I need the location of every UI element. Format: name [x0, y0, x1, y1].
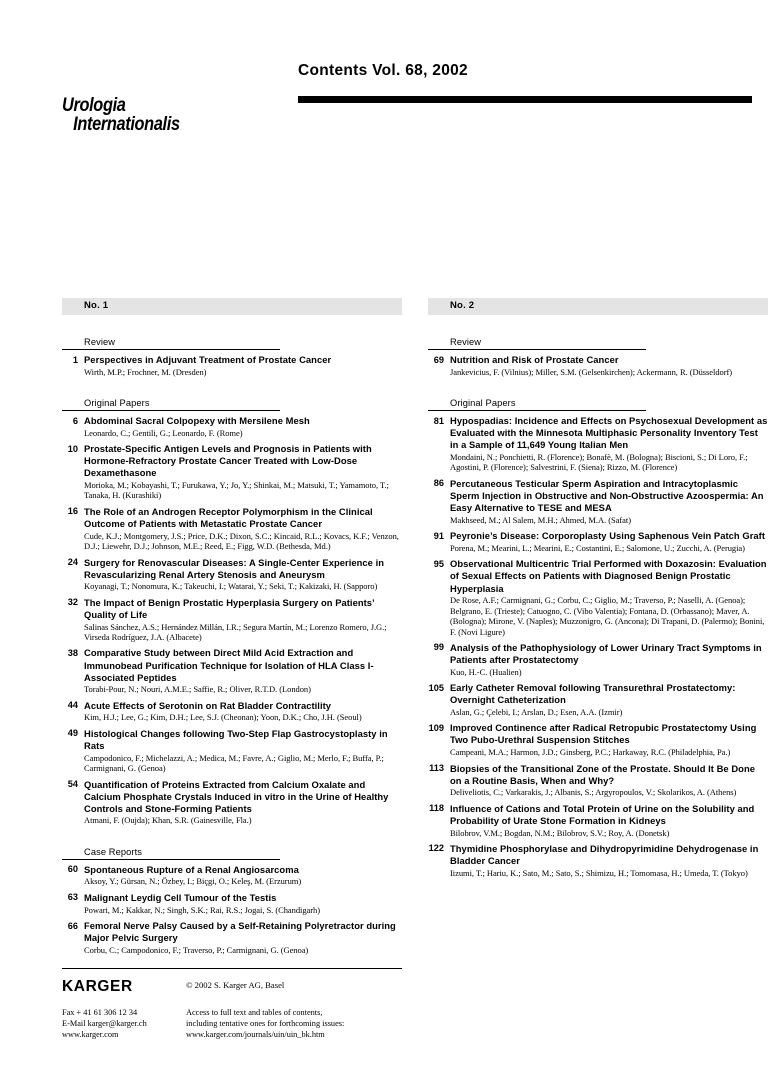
contents-entry[interactable] [62, 647, 402, 694]
online-access-line: Access to full text and tables of contents, [186, 1008, 323, 1018]
contents-entry[interactable] [428, 682, 768, 717]
entry-authors: Torabi-Pour, N.; Nouri, A.M.E.; Saffie, R.; Oliver, R.T.D. (London) [84, 684, 311, 695]
section-divider [428, 349, 646, 350]
entry-authors: Kuo, H.-C. (Hualien) [450, 666, 522, 677]
contents-entry[interactable] [62, 443, 402, 501]
contents-entry[interactable] [62, 864, 402, 887]
page-header [0, 0, 768, 150]
contents-entry[interactable] [62, 557, 402, 592]
contents-entry[interactable] [428, 530, 768, 553]
publisher-contact [62, 1007, 147, 1040]
entry-title[interactable]: Nutrition and Risk of Prostate Cancer [450, 354, 619, 365]
entry-body [450, 722, 768, 757]
entry-title[interactable]: Improved Continence after Radical Retropubic Prostatectomy Using Two Pubo-Urethral Suspension Stitches [450, 722, 757, 746]
entry-body [84, 354, 402, 377]
entry-title[interactable]: Biopsies of the Transitional Zone of the Prostate. Should It Be Done on a Routine Basis, When and Why? [450, 762, 755, 786]
issue-number-label: No. 1 [84, 300, 109, 311]
section-spacer [62, 382, 402, 398]
page-title: Contents Vol. 68, 2002 [298, 62, 468, 79]
entry-authors: Kim, H.J.; Lee, G.; Kim, D.H.; Lee, S.J. (Cheonan); Yoon, D.K.; Cho, J.H. (Seoul) [84, 712, 362, 723]
entry-title[interactable]: Early Catheter Removal following Transurethral Prostatectomy: Overnight Catheterization [450, 682, 736, 706]
entry-authors: Bilobrov, V.M.; Bogdan, N.M.; Bilobrov, S.V.; Roy, A. (Donetsk) [450, 827, 670, 838]
entry-authors: Corbu, C.; Campodonico, F.; Traverso, P.; Carmignani, G. (Genoa) [84, 944, 309, 955]
entry-title[interactable]: Histological Changes following Two-Step Flap Gastrocystoplasty in Rats [84, 727, 388, 751]
entry-page-number: 86 [433, 478, 444, 489]
entry-page-number: 118 [429, 803, 444, 814]
entry-authors: Aslan, G.; Çelebi, I.; Arslan, D.; Esen, A.A. (Izmir) [450, 706, 623, 717]
contents-entry[interactable] [62, 506, 402, 552]
entry-body [84, 892, 402, 915]
entry-body [450, 354, 768, 377]
entry-body [84, 415, 402, 438]
entry-page-number: 10 [67, 443, 78, 454]
entry-body [84, 728, 402, 774]
contents-entry[interactable] [62, 728, 402, 774]
contents-entry[interactable] [62, 597, 402, 643]
entry-authors: Koyanagi, T.; Nonomura, K.; Takeuchi, I.; Watarai, Y.; Seki, T.; Kakizaki, H. (Sapporo) [84, 581, 378, 592]
contents-entry[interactable] [428, 843, 768, 878]
publisher-contact-line: E-Mail karger@karger.ch [62, 1019, 147, 1029]
issue-column-1 [62, 298, 402, 960]
entry-title[interactable]: Peyronie’s Disease: Corporoplasty Using Saphenous Vein Patch Graft [450, 530, 766, 542]
contents-entry[interactable] [428, 763, 768, 798]
issue-number-bar [428, 298, 768, 315]
entry-title[interactable]: Abdominal Sacral Colpopexy with Mersilene Mesh [84, 415, 310, 427]
publisher-logo: KARGER [62, 978, 133, 996]
header-divider [298, 96, 752, 103]
entry-page-number: 105 [428, 682, 444, 693]
entry-title[interactable]: Hypospadias: Incidence and Effects on Psychosexual Development as Evaluated with the Minnesota Multiphasic Personality Inventory Test in a Sample of 11,649 Young Italian Men [450, 415, 768, 451]
entry-authors: Porena, M.; Mearini, L.; Mearini, E.; Costantini, E.; Salomone, U.; Zucchi, A. (Perugia) [450, 542, 745, 553]
entry-authors: Morioka, M.; Kobayashi, T.; Furukawa, Y.; Jo, Y.; Shinkai, M.; Matsuki, T.; Yamamoto, T.; Tanaka, H. (Kurashiki) [84, 480, 389, 501]
entry-page-number: 122 [428, 843, 444, 854]
entry-authors: Campodonico, F.; Michelazzi, A.; Medica, M.; Favre, A.; Giglio, M.; Merlo, F.; Buffa, P.; Carmignani, G. (Genoa) [84, 752, 384, 774]
entry-page-number: 49 [67, 728, 78, 739]
entry-title[interactable]: Quantification of Proteins Extracted from Calcium Oxalate and Calcium Phosphate Crystals Induced in vitro in the Urine of Healthy Controls and Stone-Forming Patients [84, 778, 389, 814]
entry-page-number: 1 [72, 354, 78, 365]
section-divider [62, 859, 280, 860]
journal-logo-line1: Urologia [62, 95, 126, 116]
contents-entry[interactable] [428, 642, 768, 677]
entry-authors: Jankevicius, F. (Vilnius); Miller, S.M. (Gelsenkirchen); Ackermann, R. (Düsseldorf) [450, 366, 733, 377]
section-spacer [62, 831, 402, 847]
entry-authors: Campeani, M.A.; Harmon, J.D.; Ginsberg, P.C.; Harkaway, R.C. (Philadelphia, Pa.) [450, 747, 731, 758]
contents-entry[interactable] [62, 920, 402, 955]
entry-page-number: 44 [67, 700, 78, 711]
copyright-notice: © 2002 S. Karger AG, Basel [186, 980, 285, 991]
contents-entry[interactable] [62, 892, 402, 915]
entry-title[interactable]: Thymidine Phosphorylase and Dihydropyrimidine Dehydrogenase in Bladder Cancer [450, 842, 759, 867]
entry-title[interactable]: Observational Multicentric Trial Performed with Doxazosin: Evaluation of Sexual Effects on Patients with Diagnosed Benign Prostatic Hyperplasia [450, 558, 767, 594]
entry-title[interactable]: The Impact of Benign Prostatic Hyperplasia Surgery on Patients’ Quality of Life [84, 596, 375, 620]
online-access-line: www.karger.com/journals/uin/uin_bk.htm [186, 1030, 325, 1040]
contents-section [62, 337, 402, 377]
entry-title[interactable]: Femoral Nerve Palsy Caused by a Self-Retaining Polyretractor during Major Pelvic Surgery [84, 920, 396, 944]
contents-entry[interactable] [428, 558, 768, 637]
section-divider [62, 410, 280, 411]
journal-logo-line2: Internationalis [73, 114, 180, 136]
entry-title[interactable]: Analysis of the Pathophysiology of Lower Urinary Tract Symptoms in Patients after Prostatectomy [450, 641, 762, 666]
entry-page-number: 109 [428, 722, 444, 733]
entry-authors: De Rose, A.F.; Carmignani, G.; Corbu, C.; Giglio, M.; Traverso, P.; Naselli, A. (Genoa); Belgrano, E. (Trieste); Catuogno, C. (Vibo Valentia); Fontana, D. (Orbassano); Maver, A. (Bologna); Mirone, V. (Naples); Muzzonigro, G. (Ancona); Di Trapani, D. (Palermo); Bonini, F. (Novi Ligure) [450, 595, 765, 637]
section-heading: Original Papers [84, 398, 150, 409]
entry-page-number: 38 [67, 647, 78, 658]
entry-title[interactable]: Acute Effects of Serotonin on Rat Bladder Contractility [84, 699, 332, 711]
entry-page-number: 66 [67, 920, 78, 931]
entry-authors: Makhseed, M.; Al Salem, M.H.; Ahmed, M.A. (Safat) [450, 514, 631, 525]
entry-page-number: 81 [433, 415, 444, 426]
entry-title[interactable]: The Role of an Androgen Receptor Polymorphism in the Clinical Outcome of Patients with Metastatic Prostate Cancer [84, 505, 373, 530]
entry-title[interactable]: Spontaneous Rupture of a Renal Angiosarcoma [84, 863, 299, 875]
entry-page-number: 60 [67, 864, 78, 875]
entry-body [84, 597, 402, 643]
contents-entry[interactable] [62, 779, 402, 826]
entry-title[interactable]: Perspectives in Adjuvant Treatment of Prostate Cancer [84, 354, 332, 365]
entry-authors: Wirth, M.P.; Frochner, M. (Dresden) [84, 366, 207, 377]
section-heading: Review [450, 337, 482, 347]
contents-entry[interactable] [62, 354, 402, 377]
entry-body [450, 843, 768, 878]
publisher-contact-line: www.karger.com [62, 1030, 119, 1040]
entry-title[interactable]: Comparative Study between Direct Mild Acid Extraction and Immunobead Purification Technique for Isolation of HLA Class I-Associated Peptides [84, 647, 374, 683]
entry-authors: Deliveliotis, C.; Varkarakis, J.; Albanis, S.; Argyropoulos, V.; Skolarikos, A. (Athens) [450, 787, 737, 798]
entry-authors: Aksoy, Y.; Gürsan, N.; Özbey, I.; Biçgi, O.; Keleş, M. (Erzurum) [84, 876, 302, 887]
publisher-contact-line: Fax + 41 61 306 12 34 [62, 1008, 138, 1018]
issue-column-2 [428, 298, 768, 883]
online-access-line: including tentative ones for forthcoming issues: [186, 1019, 345, 1029]
footer-divider [62, 968, 402, 969]
contents-entry[interactable] [428, 803, 768, 838]
journal-logo [62, 96, 200, 135]
contents-entry[interactable] [62, 700, 402, 723]
entry-page-number: 91 [433, 530, 444, 541]
contents-section [62, 847, 402, 955]
section-divider [428, 410, 646, 411]
online-access-info [186, 1007, 344, 1040]
section-heading: Case Reports [84, 846, 143, 857]
entry-page-number: 99 [433, 642, 444, 653]
entry-body [450, 530, 768, 553]
entry-authors: Mondaini, N.; Ponchietti, R. (Florence); Bonafè, M. (Bologna); Biscioni, S.; Di Loro, F.; Agostini, P. (Florence); Salvestrini, F. (Siena); Rizzo, M. (Florence) [450, 451, 748, 473]
contents-entry[interactable] [428, 354, 768, 377]
entry-body [84, 647, 402, 694]
contents-entry[interactable] [62, 415, 402, 438]
entry-body [450, 763, 768, 798]
section-heading: Original Papers [450, 398, 516, 409]
entry-body [84, 443, 402, 501]
issue-number-label: No. 2 [450, 300, 475, 311]
entry-body [84, 920, 402, 955]
entry-body [450, 803, 768, 838]
entry-authors: Salinas Sánchez, A.S.; Hernández Millán, I.R.; Segura Martín, M.; Lorenzo Romero, J.G.; Virseda Rodríguez, J.A. (Albacete) [84, 621, 387, 642]
entry-title[interactable]: Influence of Cations and Total Protein of Urine on the Solubility and Probability of Urate Stone Formation in Kidneys [450, 802, 755, 826]
section-heading: Review [84, 337, 116, 347]
section-spacer [428, 382, 768, 398]
entry-page-number: 54 [67, 779, 78, 790]
entry-page-number: 6 [72, 415, 78, 426]
entry-page-number: 24 [67, 557, 78, 568]
entry-authors: Leonardo, C.; Gentili, G.; Leonardo, F. (Rome) [84, 427, 243, 438]
entry-authors: Iizumi, T.; Hariu, K.; Sato, M.; Sato, S.; Shimizu, H.; Tomomasa, H.; Umeda, T. (Tokyo) [450, 867, 748, 878]
entry-body [84, 506, 402, 552]
entry-page-number: 69 [433, 354, 444, 365]
entry-authors: Powari, M.; Kakkar, N.; Singh, S.K.; Rai, R.S.; Jogai, S. (Chandigarh) [84, 904, 321, 915]
entry-body [450, 415, 768, 473]
entry-body [450, 558, 768, 637]
entry-body [84, 864, 402, 887]
contents-section [428, 398, 768, 878]
entry-body [450, 682, 768, 717]
entry-authors: Atmani, F. (Oujda); Khan, S.R. (Gainesville, Fla.) [84, 815, 252, 826]
issue-number-bar [62, 298, 402, 315]
contents-entry[interactable] [428, 722, 768, 757]
contents-entry[interactable] [428, 415, 768, 473]
entry-authors: Cude, K.J.; Montgomery, J.S.; Price, D.K.; Dixon, S.C.; Kincaid, R.L.; Kovacs, K.F.; Venzon, D.J.; Liewehr, D.J.; Johnson, M.E.; Reed, E.; Figg, W.D. (Bethesda, Md.) [84, 530, 399, 552]
entry-body [450, 478, 768, 525]
entry-page-number: 16 [67, 506, 78, 517]
page-footer [62, 968, 402, 1046]
entry-page-number: 32 [67, 597, 78, 608]
entry-title[interactable]: Percutaneous Testicular Sperm Aspiration and Intracytoplasmic Sperm Injection in Obstructive and Non-Obstructive Azoospermia: An Easy Alternative to TESE and MESA [450, 477, 764, 514]
entry-title[interactable]: Malignant Leydig Cell Tumour of the Testis [84, 891, 277, 903]
entry-page-number: 113 [429, 763, 444, 774]
contents-entry[interactable] [428, 478, 768, 525]
entry-title[interactable]: Prostate-Specific Antigen Levels and Prognosis in Patients with Hormone-Refractory Prostate Cancer Treated with Low-Dose Dexamethasone [84, 443, 372, 479]
entry-body [84, 700, 402, 723]
entry-body [84, 779, 402, 826]
section-divider [62, 349, 280, 350]
entry-page-number: 63 [67, 892, 78, 903]
entry-page-number: 95 [433, 558, 444, 569]
entry-title[interactable]: Surgery for Renovascular Diseases: A Single-Center Experience in Revascularizing Renal Artery Stenosis and Aneurysm [84, 556, 385, 580]
contents-section [62, 398, 402, 826]
entry-body [84, 557, 402, 592]
entry-body [450, 642, 768, 677]
contents-section [428, 337, 768, 377]
